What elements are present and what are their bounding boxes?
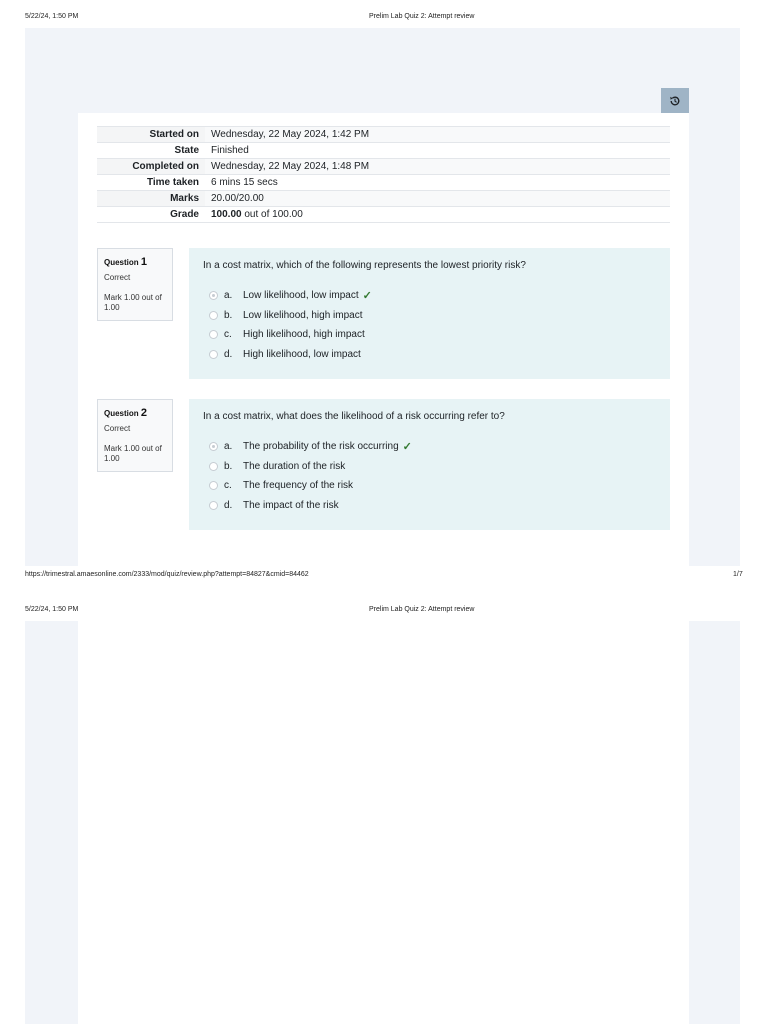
question-state: Correct	[104, 272, 131, 282]
print-date-page2: 5/22/24, 1:50 PM	[25, 606, 79, 613]
answer-letter: a.	[224, 290, 233, 302]
answer-text: High likelihood, high impact	[243, 329, 365, 341]
answer-letter: b.	[224, 460, 233, 472]
summary-label: Time taken	[97, 175, 205, 191]
summary-value: Wednesday, 22 May 2024, 1:48 PM	[205, 159, 670, 175]
answer-letter: b.	[224, 309, 233, 321]
answer-option[interactable]	[203, 496, 656, 516]
answer-text: The duration of the risk	[243, 460, 346, 472]
answer-radio[interactable]	[209, 442, 218, 451]
answer-radio[interactable]	[209, 350, 218, 359]
question-label: Question	[104, 258, 139, 267]
question-num: 2	[140, 407, 148, 419]
answer-option[interactable]	[203, 476, 656, 496]
answer-option[interactable]	[203, 437, 656, 457]
answer-text: The probability of the risk occurring	[243, 441, 399, 453]
summary-row	[97, 159, 670, 175]
summary-value: 20.00/20.00	[205, 191, 670, 207]
answer-letter: d.	[224, 348, 233, 360]
summary-row	[97, 207, 670, 223]
summary-value	[205, 207, 670, 223]
correct-check-icon: ✓	[402, 441, 412, 454]
footer-page-number: 1/7	[733, 571, 743, 578]
answer-option[interactable]	[203, 457, 656, 477]
summary-label: Completed on	[97, 159, 205, 175]
question-label: Question	[104, 409, 139, 418]
question-number	[104, 255, 166, 270]
grade-out-of: out of 100.00	[241, 209, 303, 220]
summary-value: 6 mins 15 secs	[205, 175, 670, 191]
question-text: In a cost matrix, what does the likelihood of a risk occurring refer to?	[203, 411, 505, 422]
summary-value: Finished	[205, 143, 670, 159]
answer-option[interactable]	[203, 286, 656, 306]
question-content	[189, 399, 670, 530]
summary-label: Grade	[97, 207, 205, 223]
answer-radio[interactable]	[209, 481, 218, 490]
question-mark: Mark 1.00 out of 1.00	[104, 292, 162, 313]
summary-label: Started on	[97, 127, 205, 143]
question-state: Correct	[104, 423, 131, 433]
summary-value: Wednesday, 22 May 2024, 1:42 PM	[205, 127, 670, 143]
answer-radio[interactable]	[209, 462, 218, 471]
answer-letter: c.	[224, 480, 232, 492]
answer-option[interactable]	[203, 325, 656, 345]
answer-radio[interactable]	[209, 291, 218, 300]
question-info	[97, 248, 173, 321]
answer-text: Low likelihood, low impact	[243, 290, 359, 302]
answer-text: The impact of the risk	[243, 499, 339, 511]
answer-text: The frequency of the risk	[243, 480, 354, 492]
print-title: Prelim Lab Quiz 2: Attempt review	[369, 13, 475, 20]
answer-letter: c.	[224, 329, 232, 341]
footer-url: https://trimestral.amaesonline.com/2333/mod/quiz/review.php?attempt=84827&cmid=84462	[25, 571, 309, 578]
answer-radio[interactable]	[209, 311, 218, 320]
answer-option[interactable]	[203, 306, 656, 326]
answer-text: High likelihood, low impact	[243, 348, 361, 360]
summary-row	[97, 191, 670, 207]
attempt-summary-table	[97, 126, 670, 223]
summary-row	[97, 127, 670, 143]
answer-radio[interactable]	[209, 501, 218, 510]
answer-text: Low likelihood, high impact	[243, 309, 363, 321]
question-mark: Mark 1.00 out of 1.00	[104, 443, 162, 464]
print-date: 5/22/24, 1:50 PM	[25, 13, 79, 20]
question-num: 1	[140, 256, 148, 268]
review-card-page2	[78, 621, 689, 1024]
answer-radio[interactable]	[209, 330, 218, 339]
question-number	[104, 406, 166, 421]
print-title-page2: Prelim Lab Quiz 2: Attempt review	[369, 606, 475, 613]
grade-value: 100.00	[211, 209, 242, 220]
summary-label: Marks	[97, 191, 205, 207]
correct-check-icon: ✓	[362, 290, 372, 303]
question-info	[97, 399, 173, 472]
summary-row	[97, 175, 670, 191]
answer-option[interactable]	[203, 345, 656, 365]
answer-letter: d.	[224, 499, 233, 511]
question-text: In a cost matrix, which of the following represents the lowest priority risk?	[203, 260, 526, 271]
summary-row	[97, 143, 670, 159]
question-content	[189, 248, 670, 379]
summary-label: State	[97, 143, 205, 159]
answer-letter: a.	[224, 441, 233, 453]
history-icon	[669, 95, 681, 107]
history-button[interactable]	[661, 88, 689, 113]
